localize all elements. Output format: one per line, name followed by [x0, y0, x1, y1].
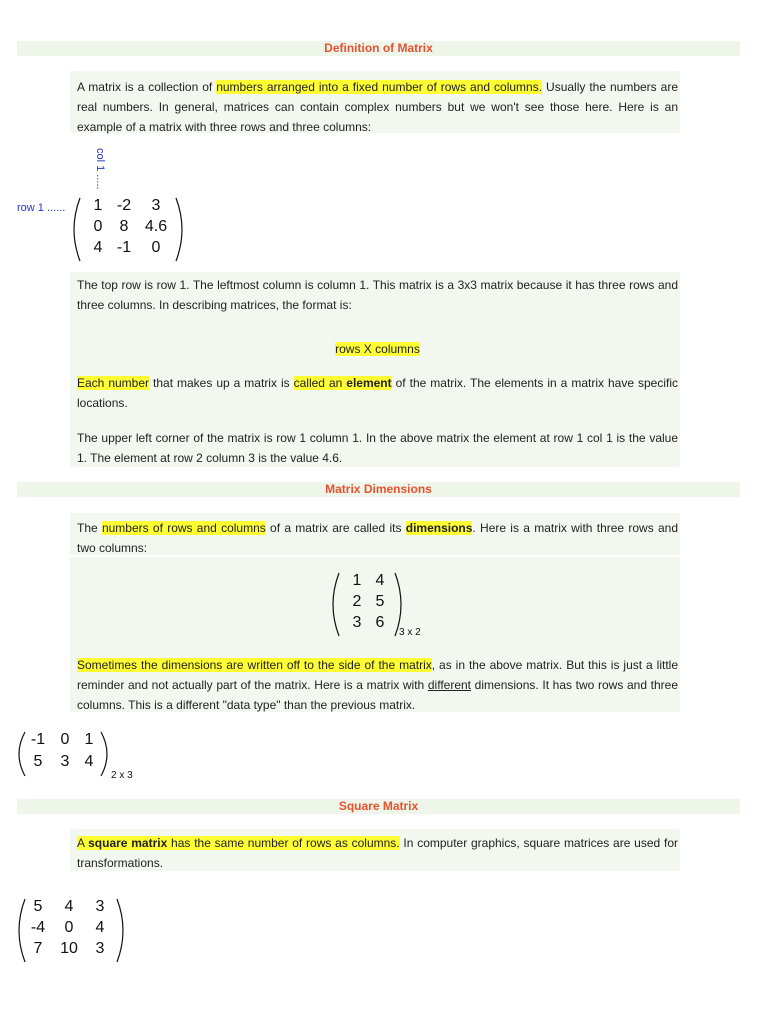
matrix-2x3-example — [13, 730, 143, 780]
highlight-text: Each number — [77, 376, 150, 390]
text: In computer graphics, square matrices are used for transformations. — [77, 836, 678, 870]
matrix-element: 4 — [375, 572, 385, 589]
heading-definition-of-matrix: Definition of Matrix — [324, 41, 433, 55]
matrix-element: -4 — [30, 919, 46, 936]
text: has the same number of rows as columns. — [167, 836, 400, 850]
matrix-element: 3 — [352, 614, 362, 631]
definition-paragraph-3 — [77, 373, 678, 413]
text: The — [77, 521, 102, 535]
text: dimensions. It has two rows and three columns. This is a different "data type" than the previous matrix. — [77, 678, 678, 712]
row-1-label: row 1 ...... — [17, 202, 66, 214]
matrix-element: 4 — [93, 239, 103, 256]
matrix-element: 5 — [33, 753, 43, 770]
matrix-element: 4 — [95, 919, 105, 936]
matrix-element: 4.6 — [144, 218, 168, 235]
heading-square-matrix: Square Matrix — [338, 799, 419, 813]
format-text: rows X columns — [335, 342, 420, 356]
format-line — [77, 339, 678, 359]
dimensions-paragraph-2 — [77, 655, 678, 715]
highlight-text: Sometimes the dimensions are written off to the side of the matrix — [77, 658, 432, 672]
matrix-element: 0 — [64, 919, 74, 936]
matrix-element: 8 — [119, 218, 129, 235]
matrix-element: 3 — [60, 753, 70, 770]
col-1-label: col 1 ..... — [94, 148, 106, 190]
matrix-element: 3 — [151, 197, 161, 214]
matrix-element: 6 — [375, 614, 385, 631]
highlight-text: numbers of rows and columns — [101, 521, 266, 535]
matrix-element: -1 — [116, 239, 132, 256]
matrix-3x2-example — [327, 571, 427, 638]
matrix-element: 3 — [95, 940, 105, 957]
matrix-element: 1 — [84, 731, 94, 748]
definition-paragraph-4: The upper left corner of the matrix is row 1 column 1. In the above matrix the element at row 1 col 1 is the value 1. The element at row 2 column 3 is the value 4.6. — [77, 431, 678, 465]
definition-paragraph-1 — [77, 77, 678, 137]
matrix-element: -1 — [30, 731, 46, 748]
matrix-element: 5 — [33, 898, 43, 915]
matrix-element: 0 — [151, 239, 161, 256]
text: that makes up a matrix is — [149, 376, 294, 390]
underlined-text: different — [427, 678, 472, 692]
matrix-element: 1 — [93, 197, 103, 214]
text: called an — [293, 376, 347, 390]
left-parenthesis — [74, 198, 80, 261]
highlight-text — [77, 836, 400, 850]
matrix-element: 1 — [352, 572, 362, 589]
definition-paragraph-2: The top row is row 1. The leftmost column is column 1. This matrix is a 3x3 matrix because it has three rows and three columns. In describing matrices, the format is: — [77, 278, 678, 312]
bold-term: square matrix — [88, 836, 168, 850]
matrix-element: 0 — [60, 731, 70, 748]
left-parenthesis — [333, 573, 339, 636]
matrix-element: 4 — [64, 898, 74, 915]
matrix-dimensions-label: 3 x 2 — [399, 627, 421, 638]
square-paragraph-1 — [77, 833, 678, 873]
matrix-element: 7 — [33, 940, 43, 957]
text: A — [77, 836, 89, 850]
matrix-element: 4 — [84, 753, 94, 770]
right-parenthesis — [117, 899, 123, 962]
text: of the matrix. The elements in a matrix have specific locations. — [77, 376, 678, 410]
bold-term: element — [346, 376, 392, 390]
text: A matrix is a collection of — [77, 80, 217, 94]
matrix-element: 5 — [375, 593, 385, 610]
bold-term: dimensions — [405, 521, 473, 535]
text: . Here is a matrix with three rows and two columns: — [77, 521, 678, 555]
right-parenthesis — [176, 198, 182, 261]
matrix-square-example — [13, 897, 133, 961]
text: Usually the numbers are real numbers. In general, matrices can contain complex numbers but we won't see those here. Here is an example of a matrix with three rows and three columns: — [77, 80, 678, 134]
heading-matrix-dimensions: Matrix Dimensions — [325, 482, 432, 496]
matrix-element: 10 — [60, 940, 78, 957]
matrix-element: 0 — [93, 218, 103, 235]
text: , as in the above matrix. But this is just a little reminder and not actually part of the matrix. Here is a matrix with — [77, 658, 678, 692]
matrix-element: 2 — [352, 593, 362, 610]
matrix-dimensions-label: 2 x 3 — [111, 770, 133, 781]
text: of a matrix are called its — [265, 521, 406, 535]
dimensions-paragraph-1 — [77, 518, 678, 558]
highlight-text: numbers arranged into a fixed number of rows and columns. — [216, 80, 543, 94]
matrix-element: 3 — [95, 898, 105, 915]
matrix-element: -2 — [116, 197, 132, 214]
highlight-text — [294, 376, 392, 390]
matrix-3x3-example — [68, 196, 188, 260]
